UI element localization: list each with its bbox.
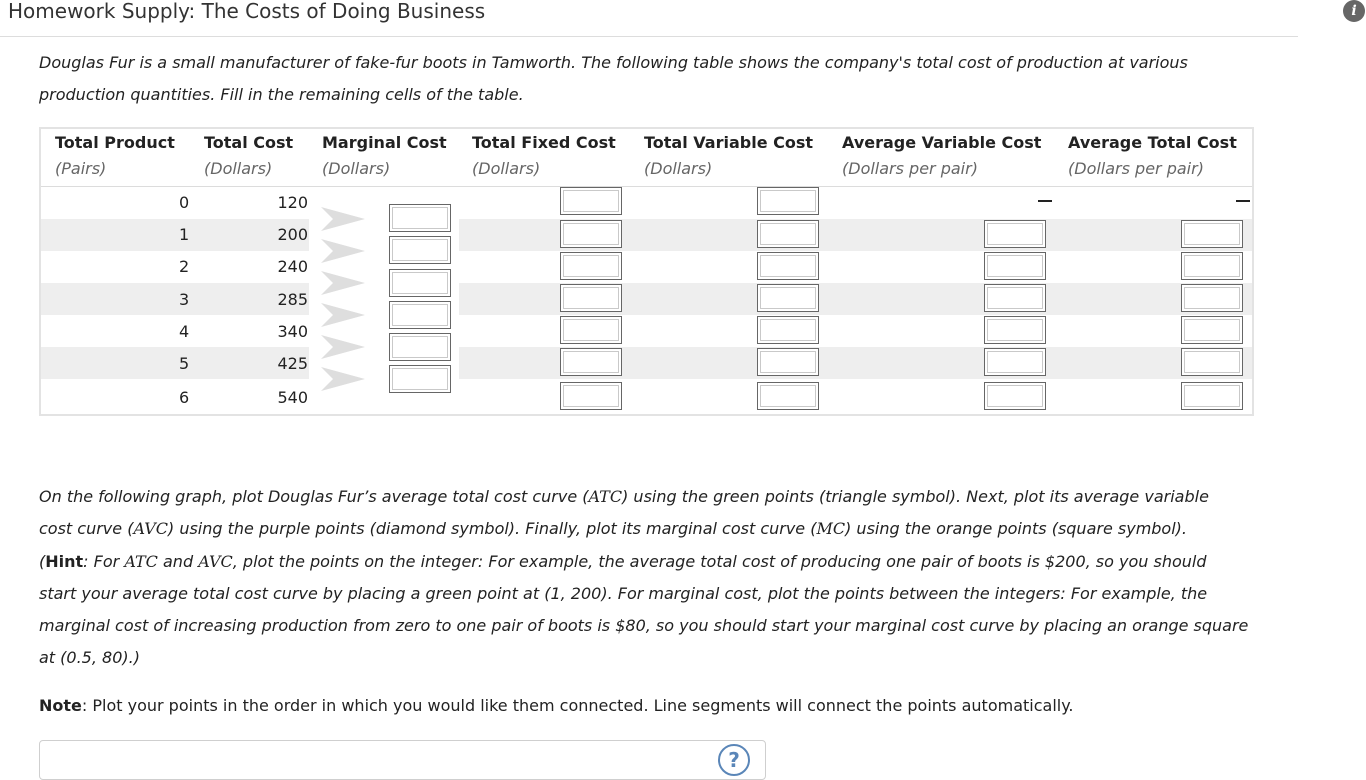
col-header-total-product: Total Product xyxy=(55,133,175,152)
chevron-right-icon xyxy=(319,333,367,361)
table-row xyxy=(41,347,1252,379)
table-row xyxy=(41,251,1252,283)
col-header-average-variable-cost: Average Variable Cost xyxy=(842,133,1042,152)
total-fixed-cost-input[interactable] xyxy=(560,187,622,215)
total-variable-cost-input[interactable] xyxy=(757,348,819,376)
total-fixed-cost-input[interactable] xyxy=(560,220,622,248)
instructions-line-1: On the following graph, plot Douglas Fur’s average total cost curve (ATC) using the green points (triangle symbol). Next, plot its average variable xyxy=(39,487,1209,506)
average-total-cost-input[interactable] xyxy=(1181,348,1243,376)
average-total-cost-input[interactable] xyxy=(1181,284,1243,312)
info-icon[interactable]: i xyxy=(1343,0,1365,22)
note: Note: Plot your points in the order in which you would like them connected. Line segments will connect the points automatically. xyxy=(39,696,1074,715)
instructions-line-5: marginal cost of increasing production from zero to one pair of boots is $80, so you should start your marginal cost curve by placing an orange square xyxy=(39,616,1249,635)
total-fixed-cost-input[interactable] xyxy=(560,252,622,280)
total-variable-cost-input[interactable] xyxy=(757,382,819,410)
col-header-total-variable-cost: Total Variable Cost xyxy=(644,133,814,152)
instructions-line-6: at (0.5, 80).) xyxy=(39,648,140,667)
marginal-cost-input[interactable] xyxy=(389,236,451,264)
total-variable-cost-input[interactable] xyxy=(757,316,819,344)
col-unit-total-product: (Pairs) xyxy=(55,159,107,178)
col-header-marginal-cost: Marginal Cost xyxy=(322,133,447,152)
col-unit-marginal-cost: (Dollars) xyxy=(322,159,391,178)
average-variable-cost-input[interactable] xyxy=(984,316,1046,344)
table-row xyxy=(41,315,1252,347)
col-unit-total-variable-cost: (Dollars) xyxy=(644,159,713,178)
intro-line-2: production quantities. Fill in the remaining cells of the table. xyxy=(39,85,524,104)
total-fixed-cost-input[interactable] xyxy=(560,316,622,344)
graph-container[interactable] xyxy=(39,740,766,780)
col-header-total-cost: Total Cost xyxy=(204,133,294,152)
average-variable-cost-input[interactable] xyxy=(984,220,1046,248)
page-header xyxy=(0,0,1298,37)
table-row xyxy=(41,219,1252,251)
average-variable-cost-input[interactable] xyxy=(984,284,1046,312)
average-variable-cost-input[interactable] xyxy=(984,252,1046,280)
product-cell: 2 xyxy=(179,257,190,276)
average-total-cost-input[interactable] xyxy=(1181,382,1243,410)
intro-line-1: Douglas Fur is a small manufacturer of fake-fur boots in Tamworth. The following table shows the company's total cost of production at various xyxy=(39,53,1188,72)
total-cost-cell: 240 xyxy=(277,257,308,276)
total-cost-cell: 425 xyxy=(277,354,308,373)
marginal-cost-input[interactable] xyxy=(389,365,451,393)
total-cost-cell: 120 xyxy=(277,193,308,212)
total-variable-cost-input[interactable] xyxy=(757,187,819,215)
product-cell: 4 xyxy=(179,322,190,341)
cost-table xyxy=(39,127,1254,416)
total-cost-cell: 540 xyxy=(277,388,308,407)
table-row xyxy=(41,283,1252,315)
total-variable-cost-input[interactable] xyxy=(757,284,819,312)
total-fixed-cost-input[interactable] xyxy=(560,348,622,376)
page-title: Homework Supply: The Costs of Doing Business xyxy=(8,0,486,23)
table-row xyxy=(41,187,1252,219)
col-unit-total-fixed-cost: (Dollars) xyxy=(472,159,541,178)
total-variable-cost-input[interactable] xyxy=(757,252,819,280)
total-variable-cost-input[interactable] xyxy=(757,220,819,248)
marginal-cost-input[interactable] xyxy=(389,269,451,297)
product-cell: 6 xyxy=(179,388,190,407)
help-icon[interactable]: ? xyxy=(718,744,750,776)
average-total-cost-input[interactable] xyxy=(1181,220,1243,248)
instructions-line-2: cost curve (AVC) using the purple points (diamond symbol). Finally, plot its marginal cost curve (MC) using the orange points (square symbol). xyxy=(39,519,1187,538)
table-row xyxy=(41,379,1252,411)
product-cell: 1 xyxy=(179,225,190,244)
average-total-cost-input[interactable] xyxy=(1181,316,1243,344)
chevron-right-icon xyxy=(319,301,367,329)
average-variable-cost-input[interactable] xyxy=(984,382,1046,410)
total-cost-cell: 340 xyxy=(277,322,308,341)
chevron-right-icon xyxy=(319,237,367,265)
chevron-right-icon xyxy=(319,205,367,233)
marginal-cost-input[interactable] xyxy=(389,204,451,232)
atc-not-applicable-dash xyxy=(1236,200,1250,202)
marginal-cost-input[interactable] xyxy=(389,333,451,361)
chevron-right-icon xyxy=(319,269,367,297)
col-unit-average-variable-cost: (Dollars per pair) xyxy=(842,159,978,178)
total-fixed-cost-input[interactable] xyxy=(560,284,622,312)
col-header-average-total-cost: Average Total Cost xyxy=(1068,133,1237,152)
marginal-cost-input[interactable] xyxy=(389,301,451,329)
avc-not-applicable-dash xyxy=(1038,200,1052,202)
total-cost-cell: 200 xyxy=(277,225,308,244)
total-fixed-cost-input[interactable] xyxy=(560,382,622,410)
product-cell: 5 xyxy=(179,354,190,373)
col-header-total-fixed-cost: Total Fixed Cost xyxy=(472,133,616,152)
instructions-line-3: (Hint: For ATC and AVC, plot the points on the integer: For example, the average total cost of producing one pair of boots is $200, so you should xyxy=(39,552,1207,571)
col-unit-average-total-cost: (Dollars per pair) xyxy=(1068,159,1204,178)
average-total-cost-input[interactable] xyxy=(1181,252,1243,280)
average-variable-cost-input[interactable] xyxy=(984,348,1046,376)
instructions-line-4: start your average total cost curve by placing a green point at (1, 200). For marginal cost, plot the points between the integers: For example, the xyxy=(39,584,1208,603)
chevron-right-icon xyxy=(319,365,367,393)
col-unit-total-cost: (Dollars) xyxy=(204,159,273,178)
product-cell: 3 xyxy=(179,290,190,309)
total-cost-cell: 285 xyxy=(277,290,308,309)
product-cell: 0 xyxy=(179,193,190,212)
